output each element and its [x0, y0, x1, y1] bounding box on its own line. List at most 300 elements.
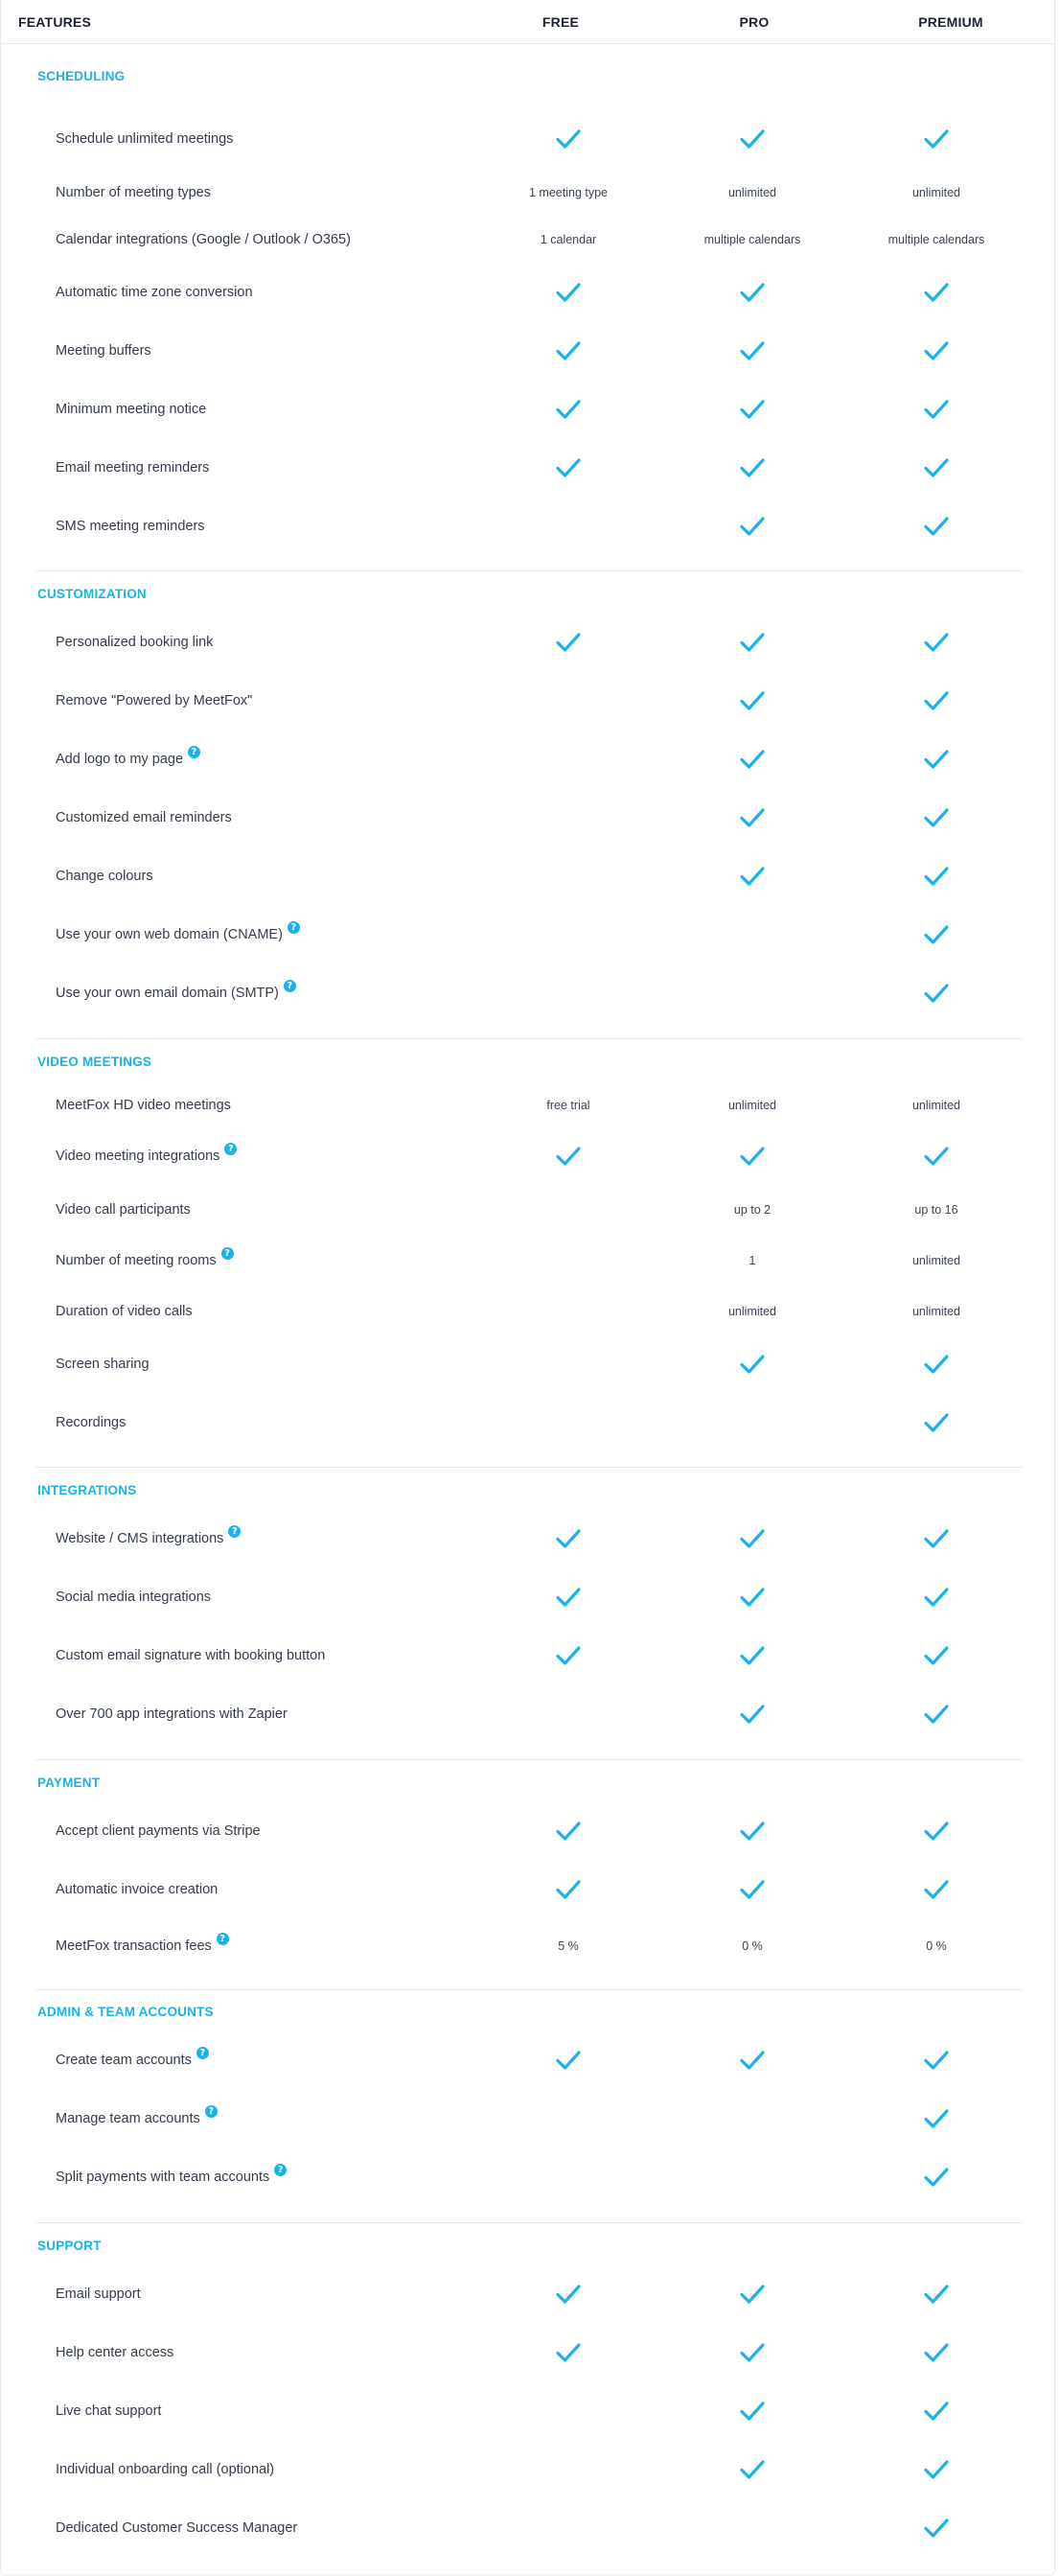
checkmark-icon [923, 2283, 950, 2306]
feature-label [56, 332, 151, 370]
checkmark-icon [923, 1527, 950, 1550]
pro-plan-cell [657, 623, 848, 661]
free-plan-cell [472, 2158, 664, 2196]
pro-plan-cell [657, 2100, 848, 2138]
table-row [1, 1812, 1055, 1850]
table-row [1, 1137, 1055, 1175]
feature-label [56, 1137, 237, 1175]
table-row [1, 390, 1055, 429]
free-plan-cell [472, 974, 664, 1012]
checkmark-icon [739, 1644, 766, 1667]
free-plan-cell [472, 740, 664, 778]
pro-plan-cell [657, 449, 848, 487]
premium-plan-cell [841, 1695, 1032, 1733]
pro-plan-cell [657, 1812, 848, 1850]
pro-plan-cell [657, 1292, 848, 1331]
table-row [1, 2509, 1055, 2547]
checkmark-icon [739, 748, 766, 771]
pro-plan-cell [657, 1404, 848, 1442]
pro-plan-cell [657, 120, 848, 158]
free-plan-cell [472, 390, 664, 429]
premium-plan-cell [841, 740, 1032, 778]
table-row [1, 2450, 1055, 2489]
pro-plan-cell [657, 2158, 848, 2196]
help-icon[interactable]: ? [196, 2047, 209, 2059]
feature-label-text: MeetFox transaction fees [56, 1938, 212, 1954]
help-icon[interactable]: ? [288, 921, 300, 934]
pro-plan-cell [657, 1191, 848, 1229]
feature-label [56, 2041, 209, 2079]
premium-plan-cell [841, 507, 1032, 545]
feature-label-text: Dedicated Customer Success Manager [56, 2520, 298, 2536]
feature-label [56, 2333, 173, 2372]
feature-label-text: Duration of video calls [56, 1304, 193, 1319]
feature-label-text: Automatic invoice creation [56, 1882, 219, 1897]
feature-label [56, 799, 232, 837]
checkmark-icon [739, 2458, 766, 2481]
checkmark-icon [555, 1586, 582, 1609]
table-row [1, 120, 1055, 158]
feature-label-text: Schedule unlimited meetings [56, 131, 234, 147]
feature-label-text: Personalized booking link [56, 635, 214, 650]
free-plan-cell [472, 623, 664, 661]
premium-plan-cell [841, 1520, 1032, 1558]
feature-label-text: Automatic time zone conversion [56, 285, 253, 300]
feature-label-text: Create team accounts [56, 2053, 192, 2068]
table-row [1, 2392, 1055, 2430]
premium-plan-cell [841, 2333, 1032, 2372]
premium-plan-cell [841, 1137, 1032, 1175]
premium-plan-cell [841, 449, 1032, 487]
plan-value-text: unlimited [727, 186, 777, 199]
pro-plan-cell [657, 974, 848, 1012]
checkmark-icon [923, 2166, 950, 2189]
premium-plan-cell [841, 1086, 1032, 1125]
feature-label-text: Live chat support [56, 2403, 162, 2419]
feature-label-text: SMS meeting reminders [56, 519, 205, 534]
feature-label [56, 2275, 141, 2313]
checkmark-icon [555, 1527, 582, 1550]
pro-column-header: PRO [739, 14, 770, 30]
section-divider [35, 1467, 1023, 1468]
feature-label [56, 1870, 218, 1909]
table-row [1, 1636, 1055, 1675]
feature-label [56, 1345, 150, 1383]
free-plan-cell [472, 2509, 664, 2547]
section-title-admin-team-accounts: ADMIN & TEAM ACCOUNTS [37, 2005, 214, 2019]
table-row [1, 2100, 1055, 2138]
feature-label [56, 1242, 234, 1280]
checkmark-icon [739, 128, 766, 151]
checkmark-icon [923, 1878, 950, 1901]
checkmark-icon [555, 128, 582, 151]
checkmark-icon [923, 2458, 950, 2481]
section-divider [35, 2222, 1023, 2223]
checkmark-icon [923, 1353, 950, 1376]
section-title-support: SUPPORT [37, 2239, 102, 2253]
feature-label-text: Screen sharing [56, 1357, 150, 1372]
help-icon[interactable]: ? [217, 1933, 229, 1945]
feature-label [56, 390, 206, 429]
free-plan-cell [472, 682, 664, 720]
premium-plan-cell [841, 2275, 1032, 2313]
pro-plan-cell [657, 1870, 848, 1909]
checkmark-icon [923, 1820, 950, 1843]
table-row [1, 799, 1055, 837]
checkmark-icon [923, 689, 950, 712]
pro-plan-cell [657, 1520, 848, 1558]
feature-label [56, 1520, 241, 1558]
checkmark-icon [923, 1411, 950, 1434]
feature-label-text: Website / CMS integrations [56, 1531, 224, 1546]
feature-label-text: Add logo to my page [56, 752, 184, 767]
checkmark-icon [555, 2049, 582, 2072]
pro-plan-cell [657, 332, 848, 370]
table-row [1, 1870, 1055, 1909]
checkmark-icon [555, 1878, 582, 1901]
feature-label [56, 2450, 274, 2489]
feature-label [56, 1191, 191, 1229]
section-title-video-meetings: VIDEO MEETINGS [37, 1055, 152, 1069]
premium-plan-cell [841, 390, 1032, 429]
table-row [1, 1520, 1055, 1558]
feature-label [56, 1695, 288, 1733]
free-plan-cell [472, 1292, 664, 1331]
checkmark-icon [739, 1527, 766, 1550]
feature-label-text: Use your own web domain (CNAME) [56, 927, 283, 942]
plan-value-text: 1 meeting type [529, 186, 608, 199]
feature-label-text: Number of meeting types [56, 185, 211, 200]
premium-plan-cell [841, 916, 1032, 954]
plan-value-text: 0 % [742, 1939, 763, 1953]
feature-label [56, 682, 252, 720]
pro-plan-cell [657, 1345, 848, 1383]
feature-label-text: Minimum meeting notice [56, 402, 207, 417]
feature-label [56, 1927, 229, 1965]
checkmark-icon [923, 398, 950, 421]
feature-label-text: Email meeting reminders [56, 460, 210, 476]
plan-value-text: unlimited [911, 1254, 961, 1267]
section-title-scheduling: SCHEDULING [37, 69, 126, 83]
pro-plan-cell [657, 2450, 848, 2489]
checkmark-icon [739, 2283, 766, 2306]
feature-label-text: Over 700 app integrations with Zapier [56, 1706, 288, 1722]
free-plan-cell [472, 2392, 664, 2430]
pro-plan-cell [657, 2041, 848, 2079]
checkmark-icon [739, 281, 766, 304]
free-plan-cell [472, 1870, 664, 1909]
checkmark-icon [739, 456, 766, 479]
help-icon[interactable]: ? [224, 1143, 237, 1155]
pro-plan-cell [657, 1242, 848, 1280]
table-row [1, 174, 1055, 212]
feature-label [56, 2100, 218, 2138]
checkmark-icon [739, 1353, 766, 1376]
feature-label [56, 740, 200, 778]
feature-label-text: Number of meeting rooms [56, 1253, 217, 1268]
checkmark-icon [739, 2049, 766, 2072]
table-row [1, 2333, 1055, 2372]
section-title-payment: PAYMENT [37, 1775, 101, 1790]
feature-label [56, 857, 153, 895]
help-icon[interactable]: ? [205, 2105, 218, 2118]
checkmark-icon [923, 1644, 950, 1667]
table-row [1, 740, 1055, 778]
table-row [1, 1695, 1055, 1733]
pro-plan-cell [657, 1636, 848, 1675]
table-row [1, 2158, 1055, 2196]
feature-label-text: Help center access [56, 2345, 174, 2360]
checkmark-icon [923, 128, 950, 151]
section-title-integrations: INTEGRATIONS [37, 1483, 137, 1497]
table-row [1, 1404, 1055, 1442]
premium-plan-cell [841, 120, 1032, 158]
premium-plan-cell [841, 1292, 1032, 1331]
table-row [1, 623, 1055, 661]
feature-label-text: Meeting buffers [56, 343, 151, 359]
pro-plan-cell [657, 390, 848, 429]
feature-label-text: Custom email signature with booking button [56, 1648, 326, 1663]
checkmark-icon [923, 1586, 950, 1609]
feature-label-text: Change colours [56, 869, 153, 884]
feature-label-text: MeetFox HD video meetings [56, 1098, 231, 1113]
premium-plan-cell [841, 2509, 1032, 2547]
feature-label [56, 1578, 211, 1616]
free-column-header: FREE [542, 14, 580, 30]
checkmark-icon [555, 281, 582, 304]
feature-label [56, 220, 351, 259]
premium-plan-cell [841, 799, 1032, 837]
premium-plan-cell [841, 2450, 1032, 2489]
free-plan-cell [472, 1636, 664, 1675]
feature-label [56, 623, 213, 661]
feature-label-text: Calendar integrations (Google / Outlook / O365) [56, 232, 351, 247]
help-icon[interactable]: ? [274, 2164, 287, 2176]
free-plan-cell [472, 449, 664, 487]
help-icon[interactable]: ? [221, 1247, 234, 1260]
premium-plan-cell [841, 273, 1032, 312]
free-plan-cell [472, 332, 664, 370]
plan-value-text: 1 calendar [540, 233, 597, 246]
checkmark-icon [923, 865, 950, 888]
checkmark-icon [739, 515, 766, 538]
checkmark-icon [555, 1644, 582, 1667]
plan-value-text: 0 % [926, 1939, 947, 1953]
premium-plan-cell [841, 623, 1032, 661]
premium-plan-cell [841, 974, 1032, 1012]
premium-plan-cell [841, 1927, 1032, 1965]
feature-label [56, 1636, 325, 1675]
pro-plan-cell [657, 2509, 848, 2547]
pro-plan-cell [657, 1695, 848, 1733]
pro-plan-cell [657, 799, 848, 837]
section-divider [35, 570, 1023, 571]
checkmark-icon [555, 2283, 582, 2306]
free-plan-cell [472, 1345, 664, 1383]
plan-value-text: multiple calendars [703, 233, 801, 246]
table-row [1, 1242, 1055, 1280]
premium-plan-cell [841, 332, 1032, 370]
premium-column-header: PREMIUM [918, 14, 983, 30]
free-plan-cell [472, 1812, 664, 1850]
premium-plan-cell [841, 1812, 1032, 1850]
premium-plan-cell [841, 1404, 1032, 1442]
feature-label [56, 1292, 193, 1331]
pro-plan-cell [657, 273, 848, 312]
checkmark-icon [555, 631, 582, 654]
free-plan-cell [472, 1578, 664, 1616]
plan-value-text: up to 16 [914, 1203, 958, 1217]
checkmark-icon [555, 2341, 582, 2364]
section-divider [35, 1989, 1023, 1990]
checkmark-icon [739, 631, 766, 654]
free-plan-cell [472, 273, 664, 312]
checkmark-icon [923, 2341, 950, 2364]
free-plan-cell [472, 507, 664, 545]
free-plan-cell [472, 857, 664, 895]
table-row [1, 449, 1055, 487]
feature-label [56, 1812, 261, 1850]
feature-label [56, 2509, 297, 2547]
checkmark-icon [739, 689, 766, 712]
free-plan-cell [472, 2450, 664, 2489]
feature-label-text: Video call participants [56, 1202, 191, 1218]
help-icon[interactable]: ? [188, 746, 200, 758]
table-row [1, 1927, 1055, 1965]
premium-plan-cell [841, 1191, 1032, 1229]
checkmark-icon [739, 398, 766, 421]
checkmark-icon [923, 806, 950, 829]
table-row [1, 974, 1055, 1012]
premium-plan-cell [841, 1578, 1032, 1616]
free-plan-cell [472, 220, 664, 259]
feature-label [56, 120, 233, 158]
feature-label [56, 1086, 231, 1125]
table-row [1, 1292, 1055, 1331]
checkmark-icon [923, 748, 950, 771]
table-row [1, 857, 1055, 895]
section-title-customization: CUSTOMIZATION [37, 587, 147, 601]
checkmark-icon [555, 1820, 582, 1843]
premium-plan-cell [841, 2041, 1032, 2079]
free-plan-cell [472, 1520, 664, 1558]
premium-plan-cell [841, 682, 1032, 720]
feature-label-text: Split payments with team accounts [56, 2170, 270, 2185]
plan-value-text: unlimited [727, 1099, 777, 1112]
table-row [1, 916, 1055, 954]
checkmark-icon [923, 2400, 950, 2423]
plan-value-text: 1 [749, 1254, 756, 1267]
plan-value-text: unlimited [727, 1305, 777, 1318]
checkmark-icon [739, 1586, 766, 1609]
table-row [1, 332, 1055, 370]
checkmark-icon [923, 1145, 950, 1168]
checkmark-icon [923, 339, 950, 362]
free-plan-cell [472, 2041, 664, 2079]
table-row [1, 273, 1055, 312]
feature-label-text: Video meeting integrations [56, 1149, 220, 1164]
checkmark-icon [739, 2341, 766, 2364]
feature-label [56, 273, 253, 312]
checkmark-icon [923, 456, 950, 479]
help-icon[interactable]: ? [228, 1525, 241, 1538]
free-plan-cell [472, 1404, 664, 1442]
checkmark-icon [739, 1878, 766, 1901]
premium-plan-cell [841, 2100, 1032, 2138]
plan-value-text: multiple calendars [887, 233, 985, 246]
premium-plan-cell [841, 1242, 1032, 1280]
free-plan-cell [472, 1086, 664, 1125]
table-row [1, 1086, 1055, 1125]
feature-label [56, 916, 300, 954]
premium-plan-cell [841, 2158, 1032, 2196]
free-plan-cell [472, 2333, 664, 2372]
premium-plan-cell [841, 174, 1032, 212]
checkmark-icon [555, 398, 582, 421]
pro-plan-cell [657, 2392, 848, 2430]
checkmark-icon [739, 865, 766, 888]
feature-label-text: Email support [56, 2286, 141, 2302]
checkmark-icon [923, 982, 950, 1005]
checkmark-icon [923, 515, 950, 538]
pro-plan-cell [657, 740, 848, 778]
table-header [1, 0, 1055, 44]
feature-label [56, 507, 205, 545]
free-plan-cell [472, 1927, 664, 1965]
pro-plan-cell [657, 507, 848, 545]
free-plan-cell [472, 2275, 664, 2313]
pro-plan-cell [657, 1578, 848, 1616]
pro-plan-cell [657, 220, 848, 259]
feature-label-text: Social media integrations [56, 1590, 212, 1605]
checkmark-icon [555, 1145, 582, 1168]
free-plan-cell [472, 1695, 664, 1733]
checkmark-icon [555, 456, 582, 479]
table-row [1, 1191, 1055, 1229]
premium-plan-cell [841, 857, 1032, 895]
checkmark-icon [739, 1703, 766, 1726]
table-row [1, 507, 1055, 545]
checkmark-icon [923, 1703, 950, 1726]
pro-plan-cell [657, 2333, 848, 2372]
help-icon[interactable]: ? [284, 980, 296, 992]
pro-plan-cell [657, 916, 848, 954]
premium-plan-cell [841, 2392, 1032, 2430]
free-plan-cell [472, 120, 664, 158]
table-row [1, 682, 1055, 720]
plan-value-text: free trial [546, 1099, 590, 1112]
checkmark-icon [739, 1145, 766, 1168]
table-row [1, 220, 1055, 259]
checkmark-icon [923, 923, 950, 946]
table-row [1, 1578, 1055, 1616]
plan-value-text: unlimited [911, 186, 961, 199]
feature-label [56, 1404, 126, 1442]
free-plan-cell [472, 799, 664, 837]
free-plan-cell [472, 916, 664, 954]
checkmark-icon [739, 1820, 766, 1843]
pro-plan-cell [657, 1927, 848, 1965]
feature-label [56, 174, 211, 212]
checkmark-icon [923, 281, 950, 304]
feature-label-text: Use your own email domain (SMTP) [56, 986, 279, 1001]
table-row [1, 2275, 1055, 2313]
features-column-header: FEATURES [18, 14, 92, 30]
feature-label [56, 2392, 161, 2430]
pro-plan-cell [657, 682, 848, 720]
checkmark-icon [739, 339, 766, 362]
plan-value-text: up to 2 [733, 1203, 772, 1217]
